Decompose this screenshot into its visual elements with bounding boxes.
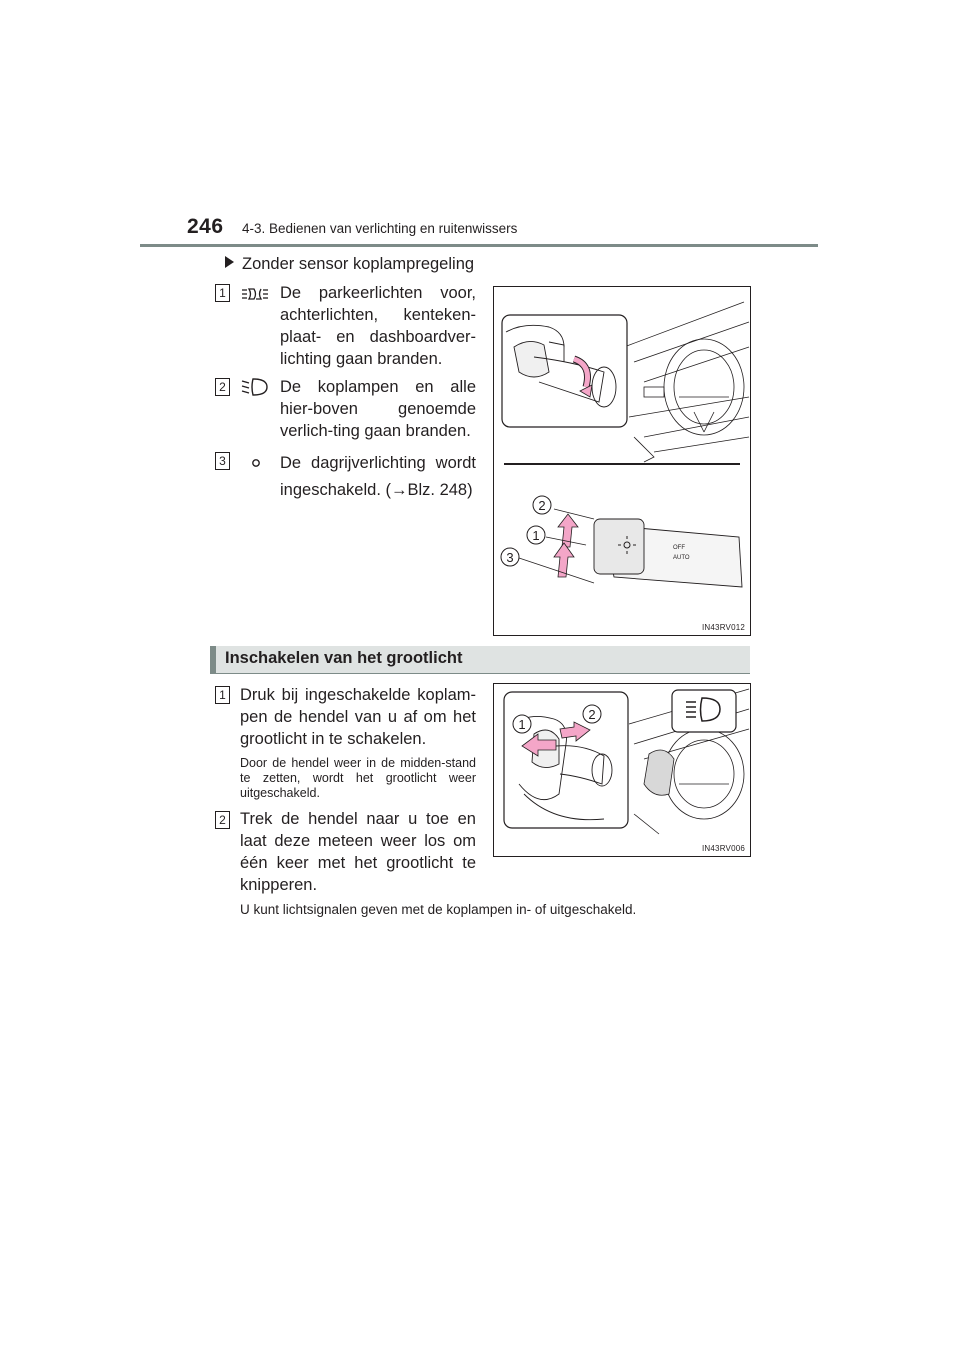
drl-icon — [246, 453, 276, 473]
section-title: Inschakelen van het grootlicht — [225, 649, 463, 667]
chapter-title: 4-3. Bedienen van verlichting en ruitenwissers — [242, 221, 518, 236]
push-arrow-2 — [558, 514, 578, 547]
page-reference: Blz. 248) — [407, 481, 473, 499]
high-beam-illustration — [494, 684, 750, 856]
stalk-label-off: OFF — [673, 545, 685, 551]
push-arrow-1 — [554, 543, 574, 577]
callout-number-1: 1 — [215, 284, 230, 302]
step-1-note: Door de hendel weer in de midden-stand te zetten, wordt het grootlicht weer uitgeschakeld. — [240, 756, 476, 800]
triangle-bullet-icon — [225, 256, 234, 268]
page-number: 246 — [187, 215, 224, 238]
step-1-text: Druk bij ingeschakelde koplam-pen de hendel van u af om het grootlicht in te schakelen. — [240, 686, 476, 748]
figure1-callout-3: 3 — [506, 550, 514, 565]
step-2-text: Trek de hendel naar u toe en laat deze meteen weer los om één keer met het grootlicht te knipperen. — [240, 810, 476, 894]
position-1-description: De parkeerlichten voor, achterlichten, kenteken-plaat- en dashboardver-lichting gaan branden. — [280, 284, 476, 368]
parking-lights-icon — [240, 284, 270, 304]
reference-arrow: → — [390, 481, 408, 499]
figure2-code: IN43RV006 — [702, 844, 746, 853]
figure2-callout-1: 1 — [518, 717, 526, 732]
light-switch-figure — [493, 286, 751, 636]
header-divider — [140, 244, 818, 247]
section-divider — [210, 673, 750, 674]
subsection-heading — [225, 255, 474, 274]
position-3-description: De dagrijverlichting wordt ingeschakeld. (→Blz. 248) — [280, 454, 476, 499]
figure1-callout-2: 2 — [538, 498, 546, 513]
stalk-label-auto: AUTO — [673, 555, 690, 561]
figure1-callout-1: 1 — [532, 528, 540, 543]
light-switch-illustration — [494, 287, 750, 635]
step-number-2: 2 — [215, 811, 230, 829]
callout-number-2: 2 — [215, 378, 230, 396]
footer-note: U kunt lichtsignalen geven met de koplampen in- of uitgeschakeld. — [240, 902, 637, 917]
low-beam-headlight-icon — [240, 376, 270, 396]
high-beam-figure — [493, 683, 751, 857]
section-accent-bar — [210, 646, 216, 673]
figure2-callout-2: 2 — [588, 707, 596, 722]
figure1-code: IN43RV012 — [702, 623, 746, 632]
step-number-1: 1 — [215, 686, 230, 704]
position-2-description: De koplampen en alle hier-boven genoemde verlich-ting gaan branden. — [280, 378, 476, 440]
callout-number-3: 3 — [215, 452, 230, 470]
subsection-title: Zonder sensor koplampregeling — [242, 255, 475, 273]
